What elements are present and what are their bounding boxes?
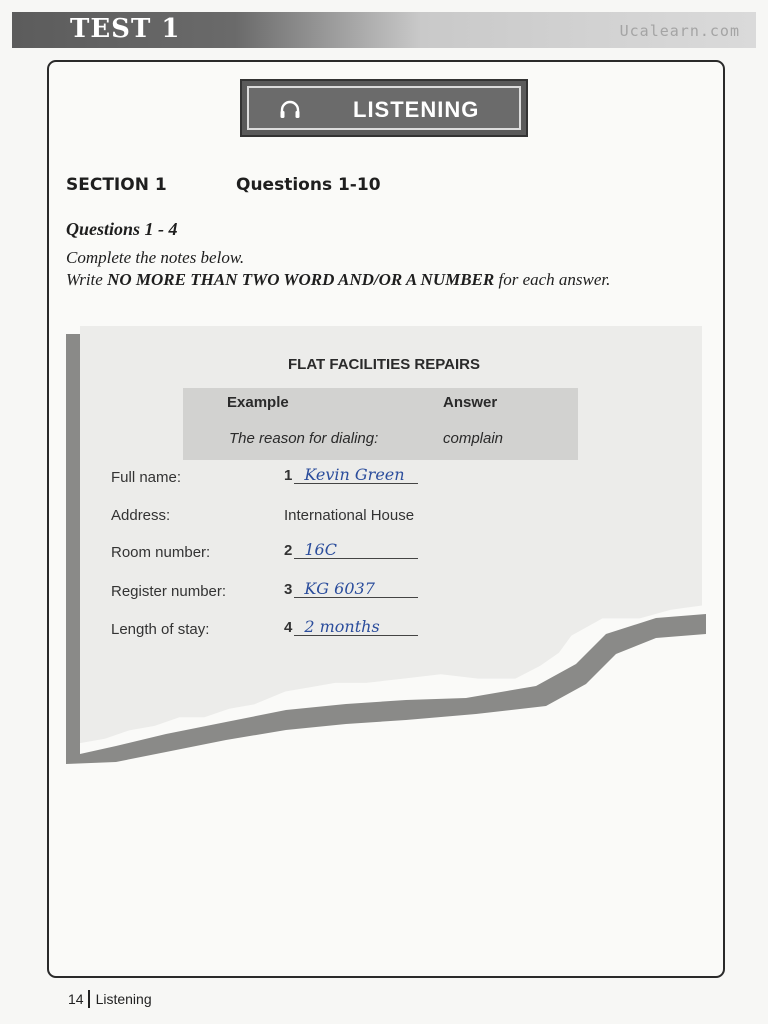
- questions-range: Questions 1-10: [236, 175, 381, 195]
- example-box: [183, 388, 578, 460]
- page-number: 14: [68, 991, 84, 1007]
- notes-title: FLAT FACILITIES REPAIRS: [288, 356, 480, 373]
- row-answer-room-number: [284, 542, 418, 559]
- handwritten-answer: 2 months: [294, 619, 418, 636]
- row-answer-full-name: [284, 467, 418, 484]
- row-answer-register-number: [284, 581, 418, 598]
- listening-banner: [240, 79, 528, 137]
- instruction-suffix: for each answer.: [494, 270, 611, 289]
- instruction-line-1: Complete the notes below.: [66, 248, 245, 267]
- listening-banner-inner: [247, 86, 521, 130]
- footer-separator: [88, 990, 90, 1008]
- handwritten-answer: Kevin Green: [294, 467, 418, 484]
- watermark: Ucalearn.com: [619, 22, 740, 40]
- example-column-header: Example: [227, 394, 289, 411]
- test-title: TEST 1: [70, 14, 181, 44]
- page-footer: [68, 990, 152, 1008]
- row-label-address: Address:: [111, 507, 171, 524]
- headphones-icon: [279, 100, 301, 120]
- row-answer-address: [284, 507, 414, 524]
- example-question: The reason for dialing:: [229, 430, 379, 447]
- question-number: 3: [284, 581, 293, 598]
- handwritten-answer: 16C: [294, 542, 418, 559]
- address-value: International House: [284, 507, 415, 524]
- row-label-room-number: Room number:: [111, 544, 211, 561]
- question-number: 4: [284, 619, 293, 636]
- instruction-line-2: [66, 270, 610, 290]
- row-label-register-number: Register number:: [111, 583, 227, 600]
- answer-column-header: Answer: [443, 394, 498, 411]
- instruction-prefix: Write: [66, 270, 108, 289]
- listening-label: LISTENING: [353, 97, 480, 122]
- question-number: 2: [284, 542, 293, 559]
- question-number: 1: [284, 467, 293, 484]
- footer-section-name: Listening: [95, 991, 152, 1007]
- instruction-emphasis: NO MORE THAN TWO WORD AND/OR A NUMBER: [107, 270, 495, 289]
- example-answer: complain: [443, 430, 504, 447]
- section-heading: [66, 175, 381, 195]
- row-label-full-name: Full name:: [111, 469, 182, 486]
- row-answer-length-of-stay: [284, 619, 418, 636]
- row-label-length-of-stay: Length of stay:: [111, 621, 210, 638]
- handwritten-answer: KG 6037: [294, 581, 418, 598]
- section-label: SECTION 1: [66, 175, 167, 195]
- questions-subheading: Questions 1 - 4: [66, 219, 178, 239]
